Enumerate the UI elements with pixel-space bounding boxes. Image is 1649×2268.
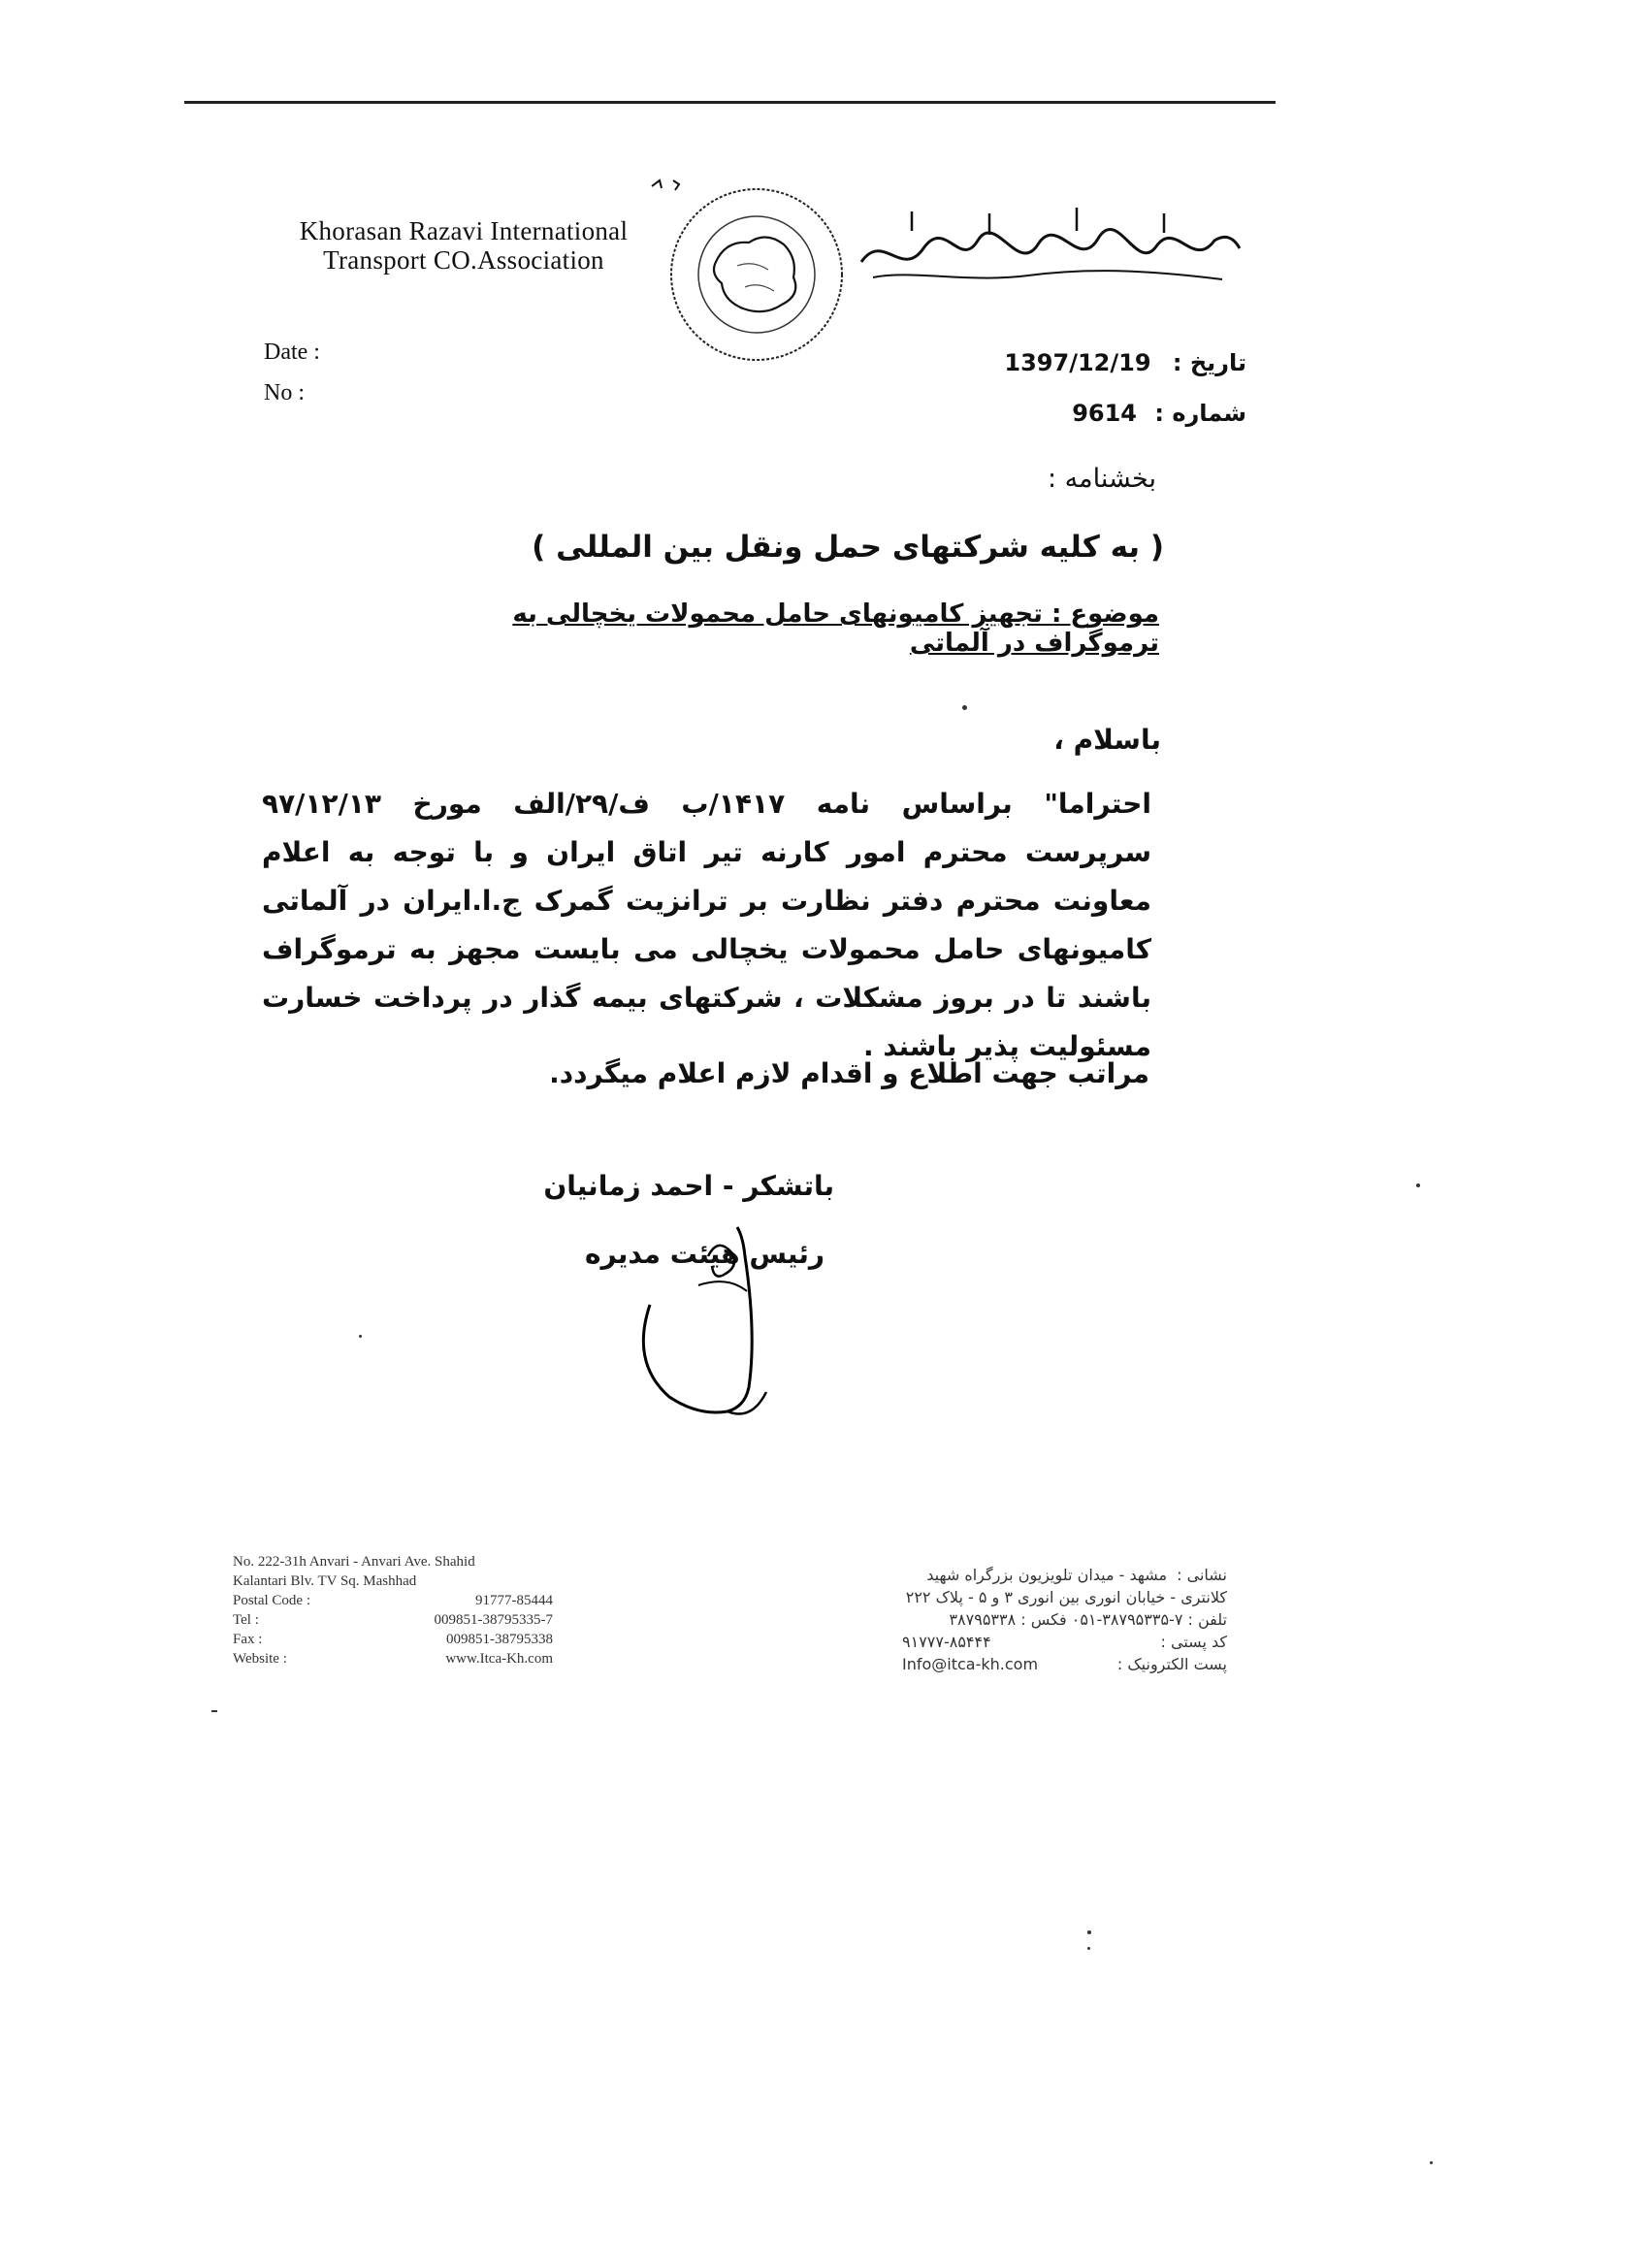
footer-fa-postal-row: [902, 1631, 1227, 1653]
footer-english-contact: [233, 1552, 553, 1669]
footer-tel-row: [233, 1610, 553, 1630]
footer-website-row: [233, 1649, 553, 1669]
footer-postal-label: Postal Code :: [233, 1593, 311, 1608]
signatory-position: رئیس هیئت مدیره: [584, 1238, 824, 1270]
top-rule: [184, 101, 1276, 104]
stray-mark: [211, 1710, 217, 1712]
footer-fa-postal-label: کد پستی :: [1160, 1633, 1227, 1651]
association-seal-logo: [640, 173, 873, 367]
footer-persian-contact: [902, 1564, 1227, 1675]
footer-address-line1: No. 222-31h Anvari - Anvari Ave. Shahid: [233, 1554, 475, 1570]
letterhead-persian-name: [854, 202, 1246, 299]
stray-dot: [1416, 1183, 1420, 1187]
footer-postal-row: [233, 1591, 553, 1610]
footer-postal-value: 91777-85444: [475, 1593, 553, 1608]
stray-dot: [1087, 1947, 1090, 1950]
signoff-name: باتشکر - احمد زمانیان: [543, 1170, 834, 1202]
stray-dot: [1430, 2161, 1433, 2164]
footer-tel-value: 009851-38795335-7: [434, 1612, 553, 1628]
circular-heading: بخشنامه :: [1047, 464, 1156, 494]
subject-line: موضوع : تجهیز کامیونهای حامل محمولات یخچالی به ترموگراف در آلماتی: [512, 599, 1159, 658]
footer-fa-address-label: نشانی :: [1177, 1566, 1227, 1584]
addressee-line: ( به کلیه شرکتهای حمل ونقل بین المللی ): [532, 530, 1164, 565]
footer-tel-label: Tel :: [233, 1612, 259, 1628]
footer-fa-postal-value: ۹۱۷۷۷-۸۵۴۴۴: [902, 1633, 991, 1651]
letter-date: [970, 349, 1246, 376]
footer-fax-value: 009851-38795338: [446, 1632, 553, 1647]
number-label-persian: شماره :: [1154, 400, 1246, 427]
letter-number: [970, 400, 1246, 427]
footer-fa-address-line2: کلانتری - خیابان انوری بین انوری ۳ و ۵ - پلاک ۲۲۲: [905, 1588, 1227, 1606]
letterhead-english-line2: Transport CO.Association: [323, 245, 604, 275]
number-value: 9614: [1072, 400, 1137, 427]
letter-body: احتراما" براساس نامه ۱۴۱۷/ب ف/۲۹/الف مورخ ۹۷/۱۲/۱۳ سرپرست محترم امور کارنه تیر اتاق ایران و با توجه به اعلام معاونت محترم دفتر نظارت بر ترانزیت گمرک ج.ا.ایران در آلماتی کامیونهای حامل محمولات یخچالی می بایست مجهز به ترموگراف باشند تا در بروز مشکلات ، شرکتهای بیمه گذار در پرداخت خسارت مسئولیت پذیر باشند .: [262, 788, 1151, 1062]
letterhead-english-line1: Khorasan Razavi International: [299, 216, 629, 245]
footer-address-line2: Kalantari Blv. TV Sq. Mashhad: [233, 1573, 417, 1589]
footer-website-value: www.Itca-Kh.com: [445, 1651, 553, 1667]
stray-dot: [1087, 1930, 1091, 1934]
footer-fax-label: Fax :: [233, 1632, 263, 1647]
footer-fa-email-value: Info@itca-kh.com: [902, 1655, 1039, 1673]
handwritten-signature: [630, 1217, 786, 1431]
footer-fa-phone-line: تلفن : ۷-۳۸۷۹۵۳۳۵-۰۵۱ فکس : ۳۸۷۹۵۳۳۸: [949, 1610, 1227, 1629]
footer-website-label: Website :: [233, 1651, 287, 1667]
closing-line: مراتب جهت اطلاع و اقدام لازم اعلام میگردد.: [549, 1057, 1149, 1089]
footer-fa-address-row: [902, 1564, 1227, 1586]
number-label-english: No :: [264, 380, 305, 405]
greeting: باسلام ،: [1053, 724, 1161, 756]
stray-dot: [962, 705, 967, 710]
stray-dot: [359, 1335, 362, 1338]
date-label-persian: تاریخ :: [1172, 349, 1246, 376]
date-value: 1397/12/19: [1004, 349, 1151, 376]
footer-fa-email-row: [902, 1653, 1227, 1675]
footer-fa-email-label: پست الکترونیک :: [1116, 1655, 1227, 1673]
footer-fa-address-line1: مشهد - میدان تلویزیون بزرگراه شهید: [926, 1566, 1168, 1584]
date-label-english: Date :: [264, 340, 320, 365]
letterhead-english-name: [270, 216, 658, 275]
footer-fax-row: [233, 1630, 553, 1649]
